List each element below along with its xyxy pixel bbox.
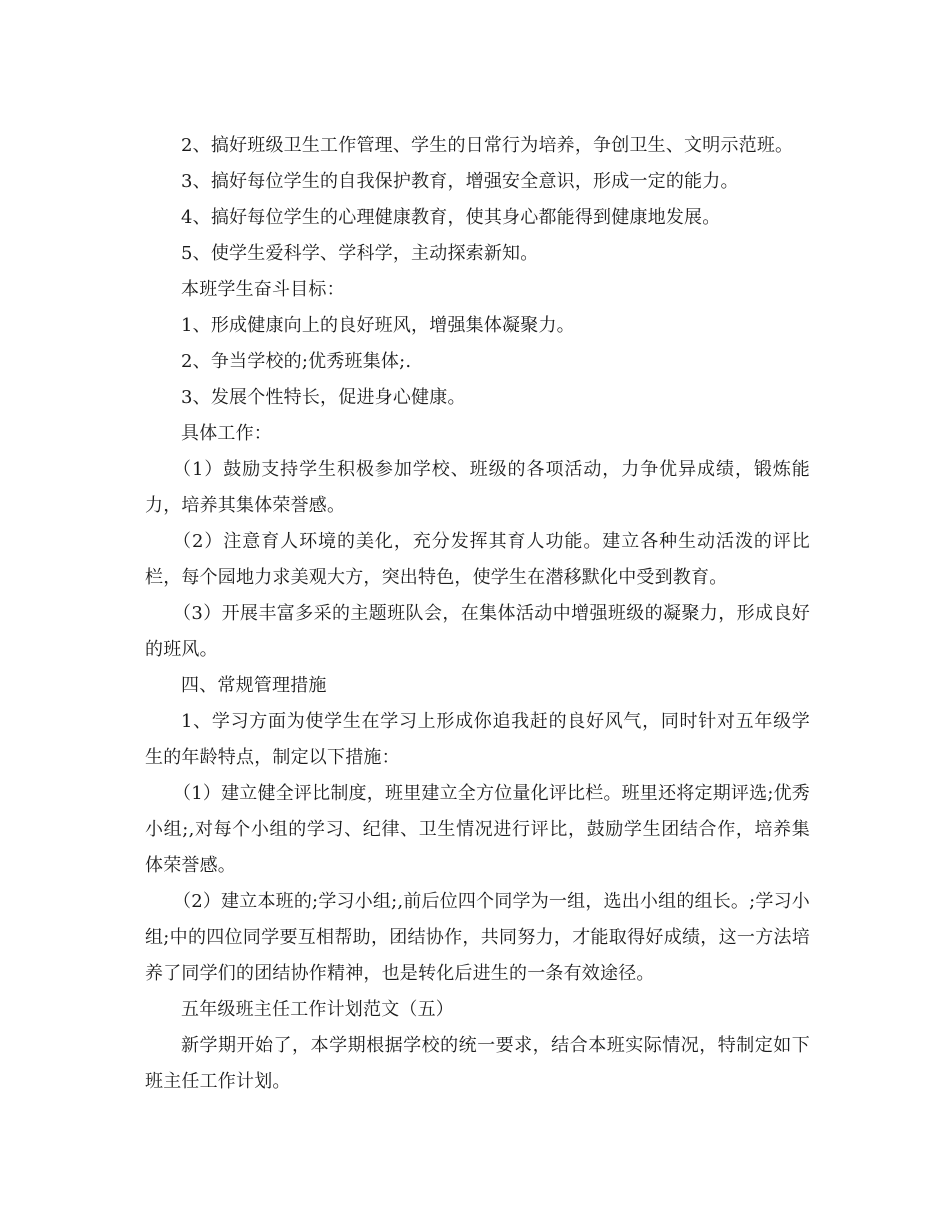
paragraph: （1）建立健全评比制度，班里建立全方位量化评比栏。班里还将定期评选;优秀小组;,对每个小组的学习、纪律、卫生情况进行评比，鼓励学生团结合作，培养集体荣誉感。 [145, 783, 810, 876]
paragraph: 新学期开始了，本学期根据学校的统一要求，结合本班实际情况，特制定如下班主任工作计划。 [145, 1035, 810, 1092]
paragraph: 5、使学生爱科学、学科学，主动探索新知。 [181, 243, 539, 264]
section-heading: 五年级班主任工作计划范文（五） [181, 999, 454, 1020]
paragraph: （2）注意育人环境的美化，充分发挥其育人功能。建立各种生动活泼的评比栏，每个园地力求美观大方，突出特色，使学生在潜移默化中受到教育。 [145, 531, 810, 588]
paragraph: 2、搞好班级卫生工作管理、学生的日常行为培养，争创卫生、文明示范班。 [181, 135, 794, 156]
paragraph: （3）开展丰富多采的主题班队会，在集体活动中增强班级的凝聚力，形成良好的班风。 [145, 603, 810, 660]
section-heading: 具体工作： [181, 423, 272, 444]
document-body [145, 128, 810, 1100]
paragraph: 3、发展个性特长，促进身心健康。 [181, 387, 466, 408]
paragraph: （2）建立本班的;学习小组;,前后位四个同学为一组，选出小组的组长。;学习小组;中的四位同学要互相帮助，团结协作，共同努力，才能取得好成绩，这一方法培养了同学们的团结协作精神，也是转化后进生的一条有效途径。 [145, 891, 810, 984]
paragraph: 1、形成健康向上的良好班风，增强集体凝聚力。 [181, 315, 575, 336]
paragraph: 3、搞好每位学生的自我保护教育，增强安全意识，形成一定的能力。 [181, 171, 739, 192]
paragraph: （1）鼓励支持学生积极参加学校、班级的各项活动，力争优异成绩，锻炼能力，培养其集体荣誉感。 [145, 459, 810, 516]
paragraph: 4、搞好每位学生的心理健康教育，使其身心都能得到健康地发展。 [181, 207, 721, 228]
paragraph: 1、学习方面为使学生在学习上形成你追我赶的良好风气，同时针对五年级学生的年龄特点，制定以下措施： [145, 711, 810, 768]
paragraph: 2、争当学校的;优秀班集体;. [181, 351, 412, 372]
section-heading: 四、常规管理措施 [181, 675, 327, 696]
section-heading: 本班学生奋斗目标： [181, 279, 345, 300]
